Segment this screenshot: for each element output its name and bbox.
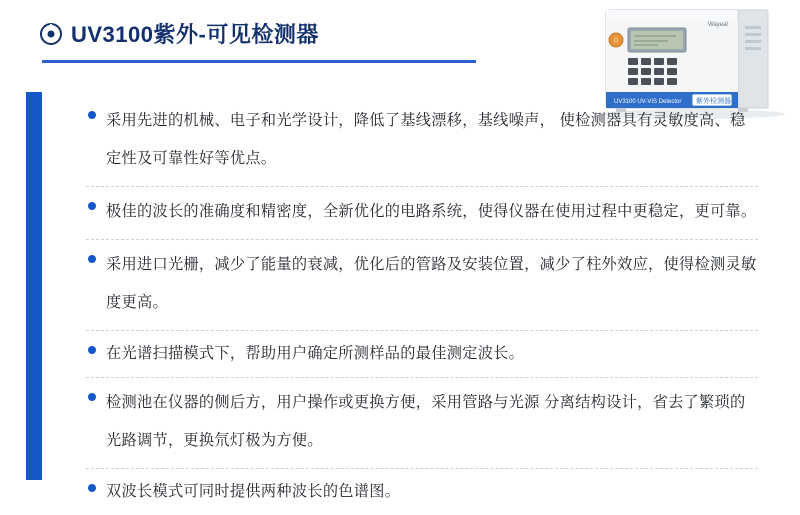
feature-text: 双波长模式可同时提供两种波长的色谱图。 (106, 483, 401, 500)
bullet-icon (88, 111, 96, 119)
list-item (86, 240, 758, 331)
left-accent-bar (26, 92, 42, 480)
feature-text: 极佳的波长的准确度和精密度，全新优化的电路系统，使得仪器在使用过程中更稳定，更可靠。 (106, 203, 757, 220)
bullet-icon (88, 346, 96, 354)
bullet-icon (88, 484, 96, 492)
list-item (86, 331, 758, 378)
page-title: UV3100紫外-可见检测器 (71, 22, 319, 47)
svg-text:UV3100 UV-VIS Detector: UV3100 UV-VIS Detector (614, 99, 682, 105)
bullet-icon (88, 255, 96, 263)
list-item (86, 96, 758, 187)
list-item (86, 378, 758, 469)
feature-list (86, 96, 758, 515)
bullet-icon (88, 393, 96, 401)
svg-text:紫外检测器: 紫外检测器 (696, 98, 731, 105)
feature-text: 在光谱扫描模式下，帮助用户确定所测样品的最佳测定波长。 (106, 345, 525, 362)
title-underline (42, 60, 476, 63)
bullet-icon (88, 202, 96, 210)
feature-text: 检测池在仪器的侧后方，用户操作或更换方便，采用管路与光源 分离结构设计，省去了繁琐的光路调节，更换氘灯极为方便。 (106, 394, 746, 449)
list-item (86, 187, 758, 240)
page-header (40, 18, 319, 49)
list-item (86, 469, 758, 515)
feature-text: 采用先进的机械、电子和光学设计，降低了基线漂移，基线噪声， 使检测器具有灵敏度高、稳定性及可靠性好等优点。 (106, 112, 746, 167)
svg-text:Wayeal: Wayeal (708, 22, 728, 28)
target-circle-icon (40, 23, 62, 45)
feature-text: 采用进口光栅，减少了能量的衰减，优化后的管路及安装位置，减少了柱外效应，使得检测灵敏度更高。 (106, 256, 757, 311)
